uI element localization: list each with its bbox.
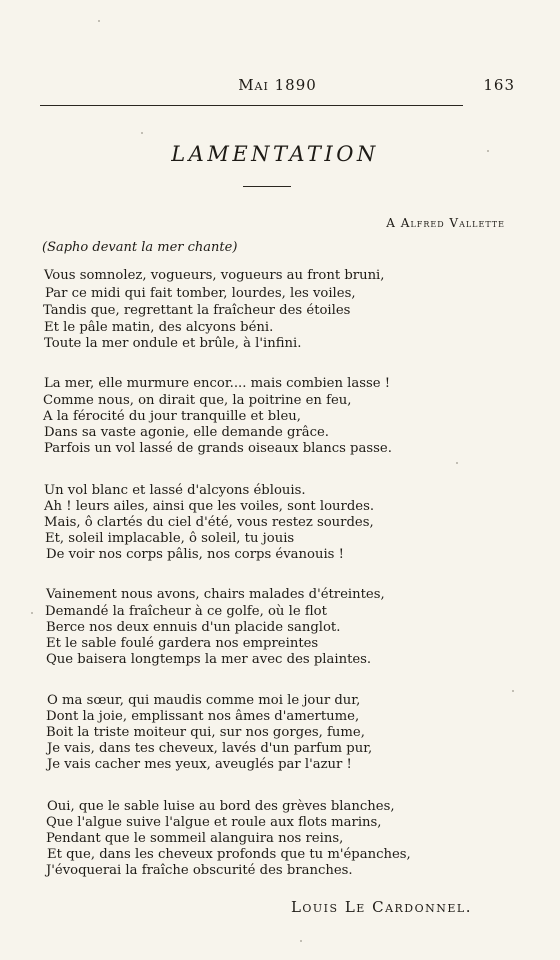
paper-speck (31, 612, 33, 614)
dedication-name: Alfred Vallette (400, 216, 505, 230)
dedication (386, 216, 505, 230)
poem-line: J'évoquerai la fraîche obscurité des branches. (46, 863, 353, 878)
poem-line: Parfois un vol lassé de grands oiseaux blancs passe. (44, 441, 392, 456)
running-head (40, 76, 515, 96)
poem-line: Vainement nous avons, chairs malades d'étreintes, (46, 587, 385, 602)
paper-speck (98, 20, 100, 22)
poem-line: Et que, dans les cheveux profonds que tu m'épanches, (47, 847, 411, 862)
poem-line: Vous somnolez, vogueurs, vogueurs au front bruni, (44, 268, 385, 283)
poem-line: La mer, elle murmure encor.... mais combien lasse ! (44, 376, 391, 391)
poem-line: Toute la mer ondule et brûle, à l'infini. (44, 336, 302, 351)
poem-line: Et le pâle matin, des alcyons béni. (44, 320, 274, 335)
paper-speck (456, 462, 458, 464)
poem-line: Pendant que le sommeil alanguira nos reins, (46, 831, 344, 846)
poem-line: Je vais, dans tes cheveux, lavés d'un parfum pur, (47, 741, 373, 756)
poem-line: A la férocité du jour tranquille et bleu, (43, 409, 301, 424)
running-head-title: Mai 1890 (238, 76, 317, 94)
paper-speck (487, 150, 489, 152)
poem-line: Et, soleil implacable, ô soleil, tu jouis (45, 531, 295, 546)
poem-line: Comme nous, on dirait que, la poitrine en feu, (43, 393, 352, 408)
paper-speck (300, 940, 302, 942)
epigraph: (Sapho devant la mer chante) (42, 240, 238, 255)
poem-line: Mais, ô clartés du ciel d'été, vous restez sourdes, (44, 515, 374, 530)
page-number: 163 (483, 76, 515, 94)
poem-line: O ma sœur, qui maudis comme moi le jour dur, (47, 693, 361, 708)
title-rule (243, 186, 291, 187)
poem-line: Et le sable foulé gardera nos empreintes (46, 636, 319, 651)
poem-line: De voir nos corps pâlis, nos corps évanouis ! (46, 547, 344, 562)
poem-line: Dont la joie, emplissant nos âmes d'amertume, (46, 709, 360, 724)
poem-line: Dans sa vaste agonie, elle demande grâce. (44, 425, 329, 440)
paper-speck (141, 132, 143, 134)
poem-line: Oui, que le sable luise au bord des grèves blanches, (47, 799, 395, 814)
paper-speck (512, 690, 514, 692)
poem-line: Par ce midi qui fait tomber, lourdes, les voiles, (45, 286, 356, 301)
poem-line: Berce nos deux ennuis d'un placide sanglot. (46, 620, 341, 635)
dedication-prefix: A (386, 216, 396, 230)
author-signature: Louis Le Cardonnel. (290, 898, 472, 916)
poem-line: Je vais cacher mes yeux, aveuglés par l'azur ! (47, 757, 352, 772)
poem-line: Que baisera longtemps la mer avec des plaintes. (46, 652, 372, 667)
header-rule (40, 105, 463, 106)
poem-line: Boit la triste moiteur qui, sur nos gorges, fume, (46, 725, 365, 740)
poem-line: Que l'algue suive l'algue et roule aux flots marins, (46, 815, 382, 830)
poem-line: Ah ! leurs ailes, ainsi que les voiles, sont lourdes. (44, 499, 375, 514)
poem-title: LAMENTATION (171, 142, 379, 166)
poem-line: Un vol blanc et lassé d'alcyons éblouis. (44, 483, 306, 498)
poem-line: Demandé la fraîcheur à ce golfe, où le flot (45, 604, 327, 619)
poem-line: Tandis que, regrettant la fraîcheur des étoiles (43, 303, 351, 318)
